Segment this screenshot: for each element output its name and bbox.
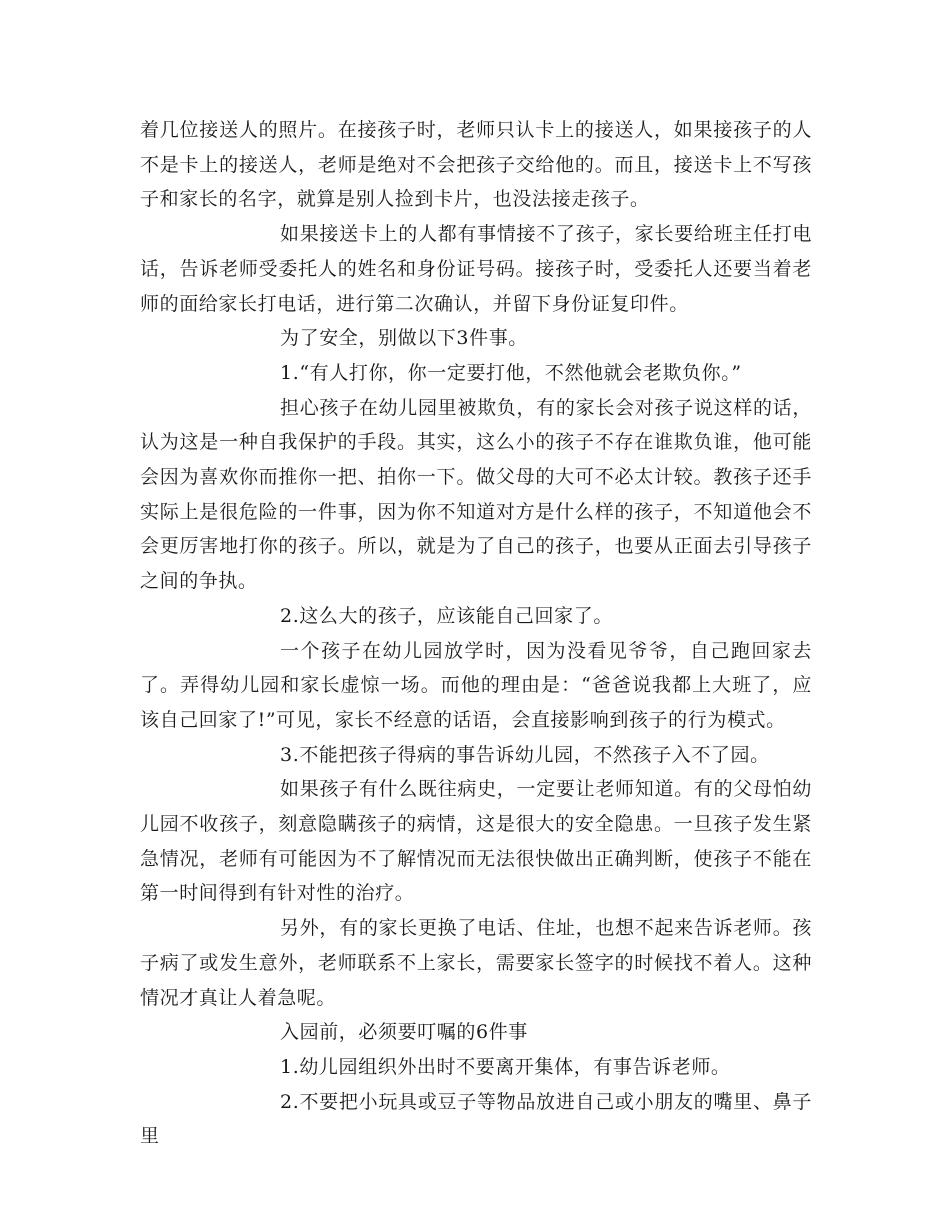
paragraph-medical-history: 如果孩子有什么既往病史，一定要让老师知道。有的父母怕幼儿园不收孩子，刻意隐瞒孩子的病情，这是很大的安全隐患。一旦孩子发生紧急情况，老师有可能因为不了解情况而无法很快做出正确判断，使孩子不能在第一时间得到有针对性的治疗。 <box>140 778 812 905</box>
document-body <box>140 113 812 1154</box>
paragraph-bullying: 担心孩子在幼儿园里被欺负，有的家长会对孩子说这样的话，认为这是一种自我保护的手段。其实，这么小的孩子不存在谁欺负谁，他可能会因为喜欢你而推你一把、拍你一下。做父母的大可不必太计较。教孩子还手实际上是很危险的一件事，因为你不知道对方是什么样的孩子，不知道他会不会更厉害地打你的孩子。所以，就是为了自己的孩子，也要从正面去引导孩子之间的争执。 <box>140 396 812 593</box>
heading-three-donts: 为了安全，别做以下3件事。 <box>280 327 528 350</box>
paragraph-delegate-pickup: 如果接送卡上的人都有事情接不了孩子，家长要给班主任打电话，告诉老师受委托人的姓名和身份证号码。接孩子时，受委托人还要当着老师的面给家长打电话，进行第二次确认，并留下身份证复印件。 <box>140 223 812 315</box>
item-dont-3: 3.不能把孩子得病的事告诉幼儿园，不然孩子入不了园。 <box>280 743 770 766</box>
paragraph-contact-info: 另外，有的家长更换了电话、住址，也想不起来告诉老师。孩子病了或发生意外，老师联系不上家长，需要家长签字的时候找不着人。这种情况才真让人着急呢。 <box>140 917 812 1009</box>
item-reminder-1: 1.幼儿园组织外出时不要离开集体，有事告诉老师。 <box>280 1055 731 1078</box>
item-dont-1: 1.“有人打你，你一定要打他，不然他就会老欺负你。” <box>280 361 742 384</box>
item-dont-2: 2.这么大的孩子，应该能自己回家了。 <box>280 604 613 627</box>
paragraph-going-home-alone: 一个孩子在幼儿园放学时，因为没看见爷爷，自己跑回家去了。弄得幼儿园和家长虚惊一场。而他的理由是：“爸爸说我都上大班了，应该自己回家了!”可见，家长不经意的话语，会直接影响到孩子的行为模式。 <box>140 639 812 731</box>
item-reminder-2: 2.不要把小玩具或豆子等物品放进自己或小朋友的嘴里、鼻子里 <box>140 1090 812 1148</box>
heading-six-reminders: 入园前，必须要叮嘱的6件事 <box>280 1021 528 1044</box>
paragraph-pickup-card: 着几位接送人的照片。在接孩子时，老师只认卡上的接送人，如果接孩子的人不是卡上的接送人，老师是绝对不会把孩子交给他的。而且，接送卡上不写孩子和家长的名字，就算是别人捡到卡片，也没法接走孩子。 <box>140 119 812 211</box>
